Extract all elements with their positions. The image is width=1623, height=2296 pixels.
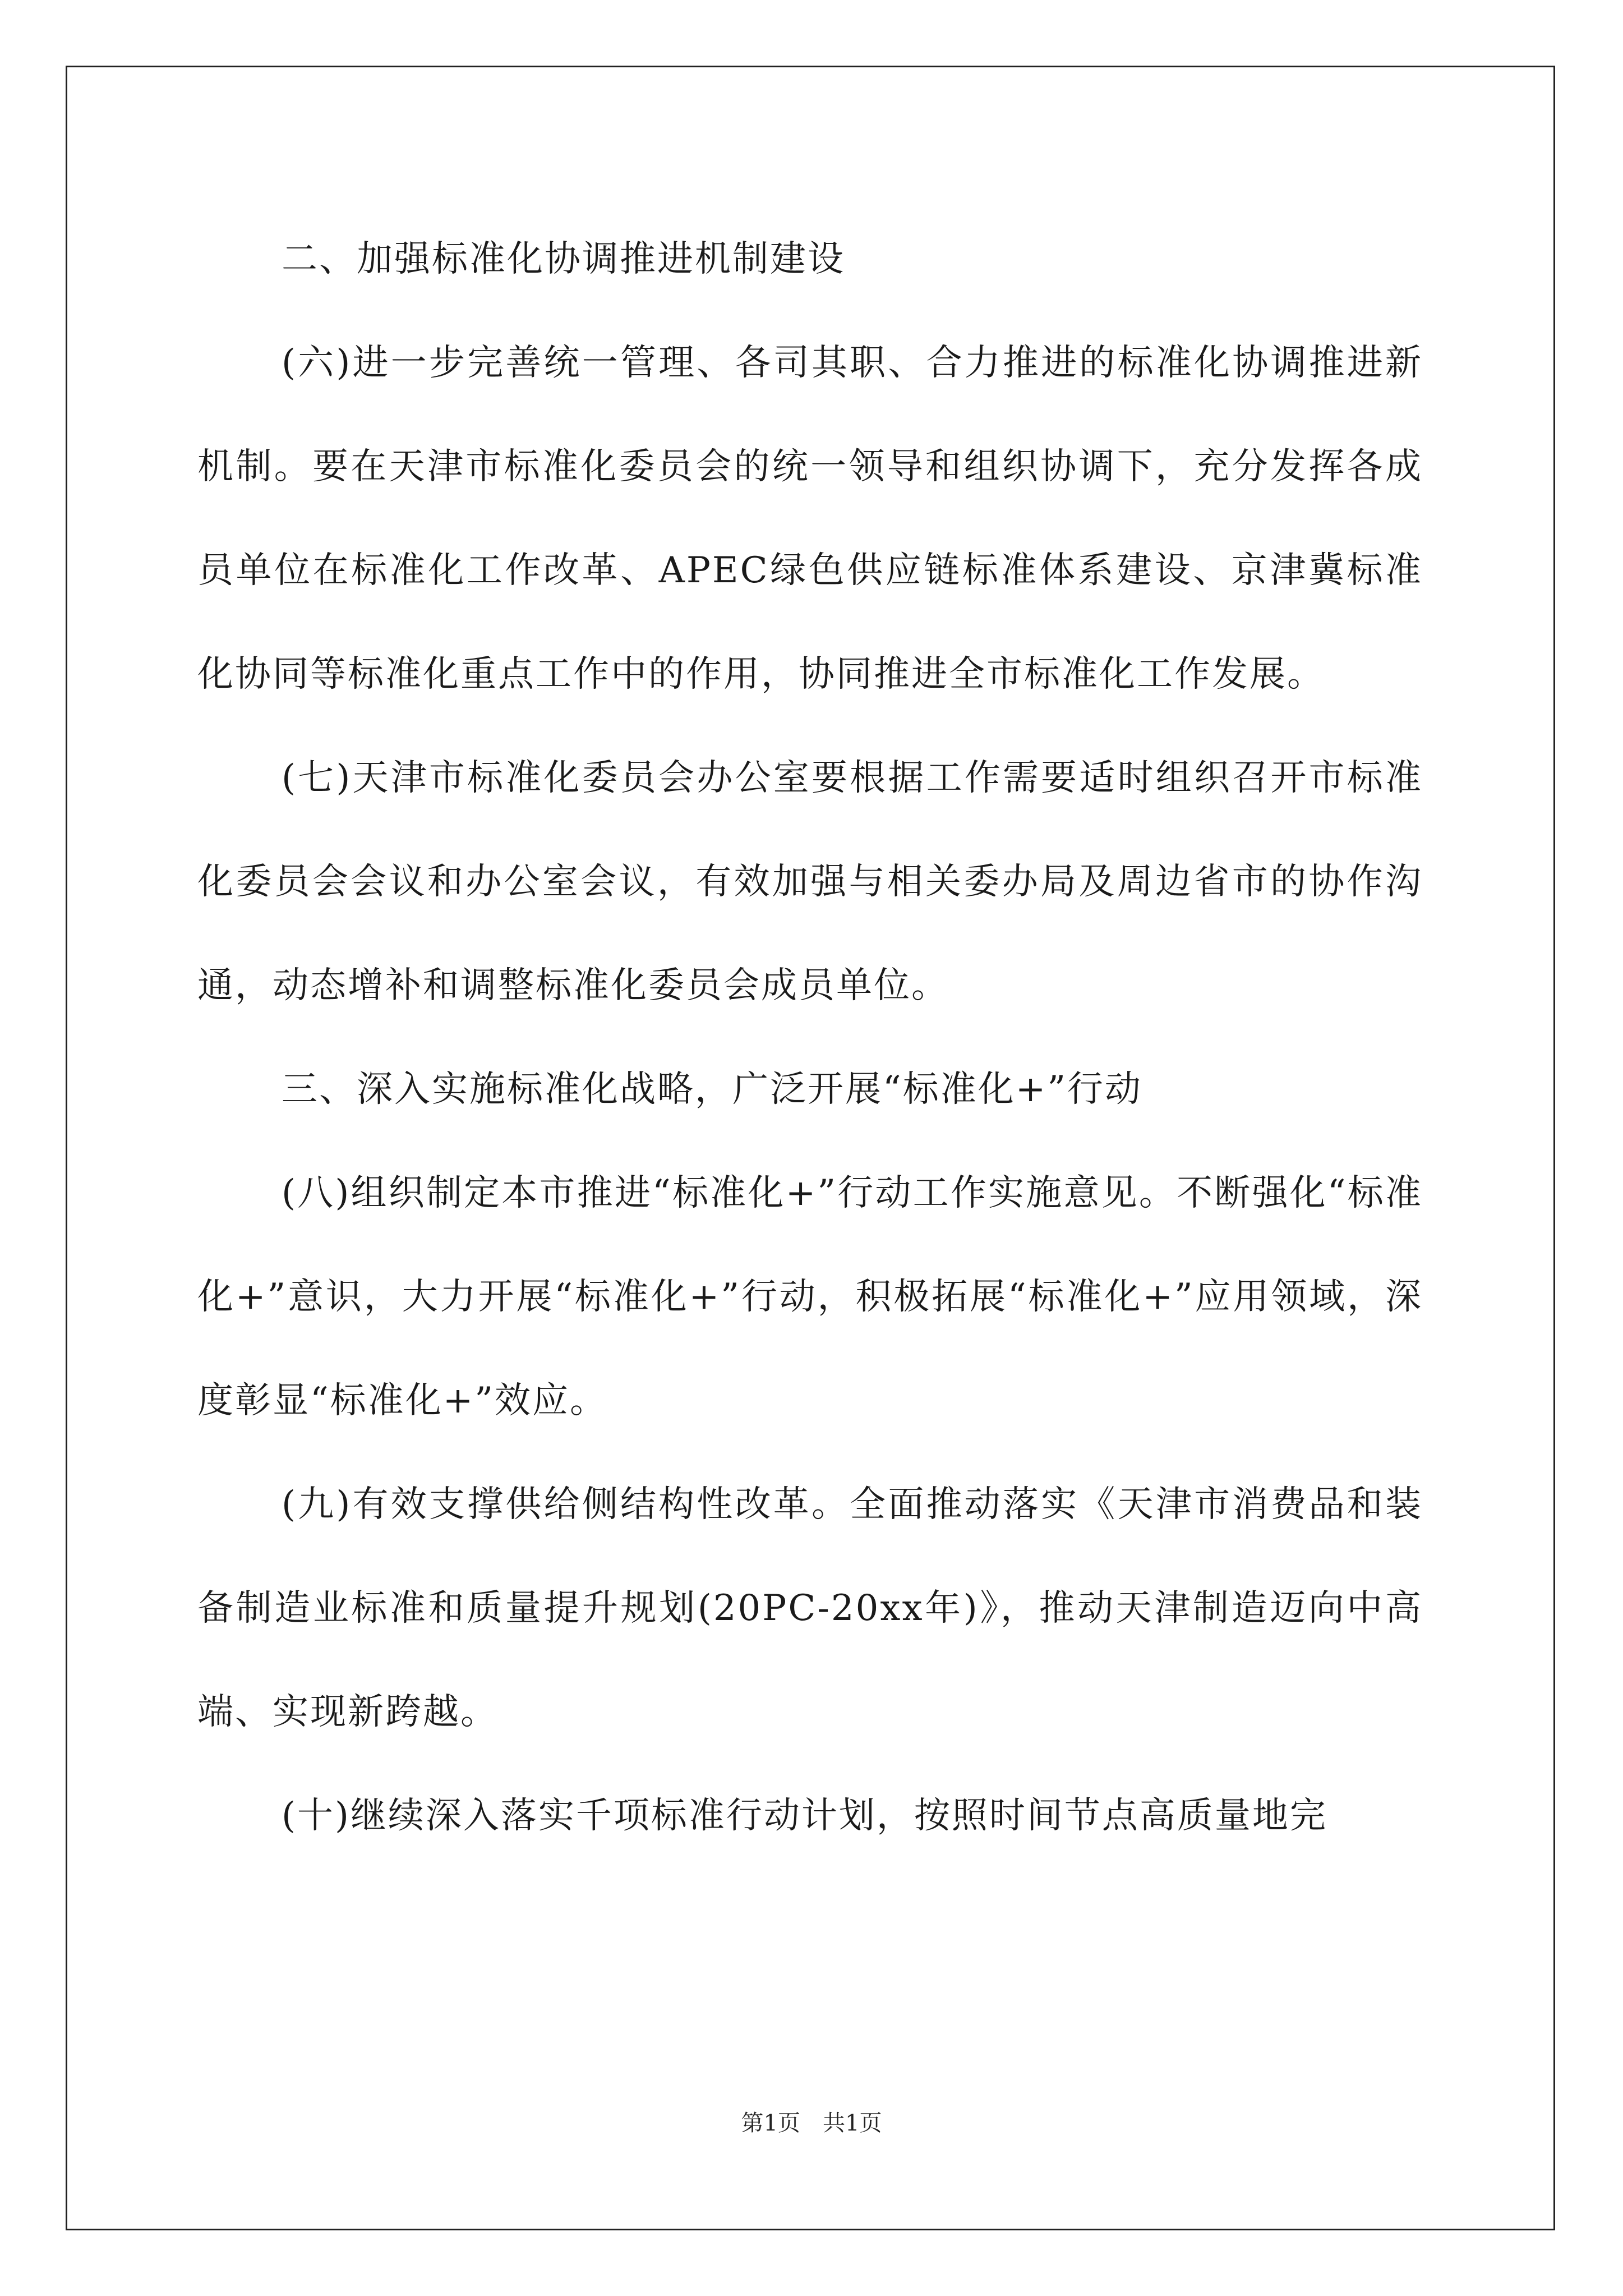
body-paragraph: (九)有效支撑供给侧结构性改革。全面推动落实《天津市消费品和装备制造业标准和质量提升规划(20PC-20xx年)》，推动天津制造迈向中高端、实现新跨越。 xyxy=(197,1484,1423,1733)
page-number: 第1页 xyxy=(741,2110,800,2136)
section-heading: 三、深入实施标准化战略，广泛开展“标准化+”行动 xyxy=(282,1069,1143,1110)
section-heading: 二、加强标准化协调推进机制建设 xyxy=(282,238,845,280)
body-paragraph: (十)继续深入落实千项标准行动计划，按照时间节点高质量地完 xyxy=(282,1795,1327,1837)
document-body xyxy=(197,208,1423,1868)
page-total: 共1页 xyxy=(823,2110,882,2136)
page-footer xyxy=(0,2106,1623,2140)
body-paragraph: (八)组织制定本市推进“标准化+”行动工作实施意见。不断强化“标准化+”意识，大力开展“标准化+”行动，积极拓展“标准化+”应用领域，深度彰显“标准化+”效应。 xyxy=(197,1172,1423,1421)
body-paragraph: (七)天津市标准化委员会办公室要根据工作需要适时组织召开市标准化委员会会议和办公室会议，有效加强与相关委办局及周边省市的协作沟通，动态增补和调整标准化委员会成员单位。 xyxy=(197,757,1423,1006)
body-paragraph: (六)进一步完善统一管理、各司其职、合力推进的标准化协调推进新机制。要在天津市标准化委员会的统一领导和组织协调下，充分发挥各成员单位在标准化工作改革、APEC绿色供应链标准体系建设、京津冀标准化协同等标准化重点工作中的作用，协同推进全市标准化工作发展。 xyxy=(197,342,1423,695)
